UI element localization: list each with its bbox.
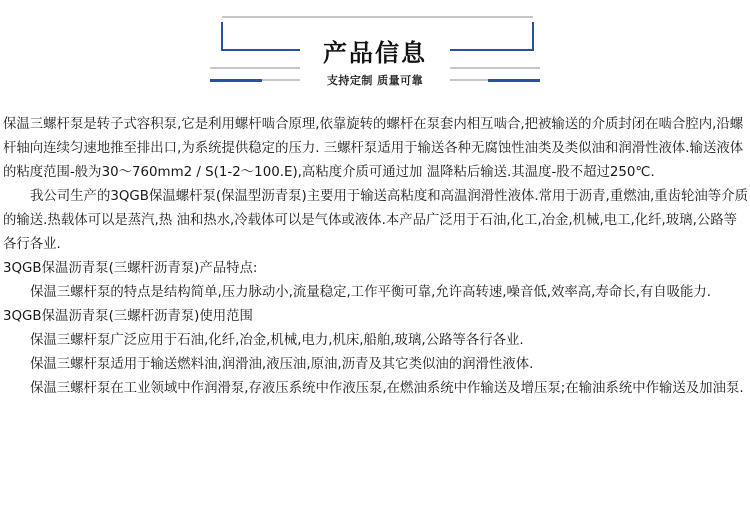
paragraph-usage-liquids: 保温三螺杆泵适用于输送燃料油,润滑油,液压油,原油,沥青及其它类似油的润滑性液体.: [30, 357, 534, 372]
heading-usage: 3QGB保温沥青泵(三螺杆沥青泵)使用范围: [3, 309, 253, 324]
section-header: [0, 0, 750, 110]
paragraph-company-product: 我公司生产的3QGB保温螺杆泵(保温型沥青泵)主要用于输送高粘度和高温润滑性液体.常用于沥青,重燃油,重齿轮油等介质的输送.热载体可以是蒸汽,热 油和热水,冷载体可以是气体或液体.本产品广泛用于石油,化工,冶金,机械,电工,化纤,玻璃,公路等各行各业.: [3, 189, 748, 252]
page-title: 产品信息: [323, 39, 427, 67]
heading-features: 3QGB保温沥青泵(三螺杆沥青泵)产品特点:: [3, 261, 258, 276]
paragraph-usage-industries: 保温三螺杆泵广泛应用于石油,化纤,冶金,机械,电力,机床,船舶,玻璃,公路等各行各业.: [30, 333, 524, 348]
page-subtitle: 支持定制 质量可靠: [326, 74, 424, 87]
product-description: [3, 113, 748, 401]
paragraph-intro: 保温三螺杆泵是转子式容积泵,它是利用螺杆啮合原理,依靠旋转的螺杆在泵套内相互啮合,把被输送的介质封闭在啮合腔内,沿螺杆轴向连续匀速地推至排出口,为系统提供稳定的压力. 三螺杆泵适用于输送各种无腐蚀性油类及类似油和润滑性液体.输送液体的粘度范围-般为30～760mm2 / S(1-2～100.E),高粘度介质可通过加 温降粘后输送.其温度-股不超过250℃.: [3, 117, 744, 180]
paragraph-usage-systems: 保温三螺杆泵在工业领域中作润滑泵,存液压系统中作液压泵,在燃油系统中作输送及增压泵;在输油系统中作输送及加油泵.: [30, 381, 744, 396]
paragraph-features: 保温三螺杆泵的特点是结构简单,压力脉动小,流量稳定,工作平衡可靠,允许高转速,噪音低,效率高,寿命长,有自吸能力.: [30, 285, 712, 300]
